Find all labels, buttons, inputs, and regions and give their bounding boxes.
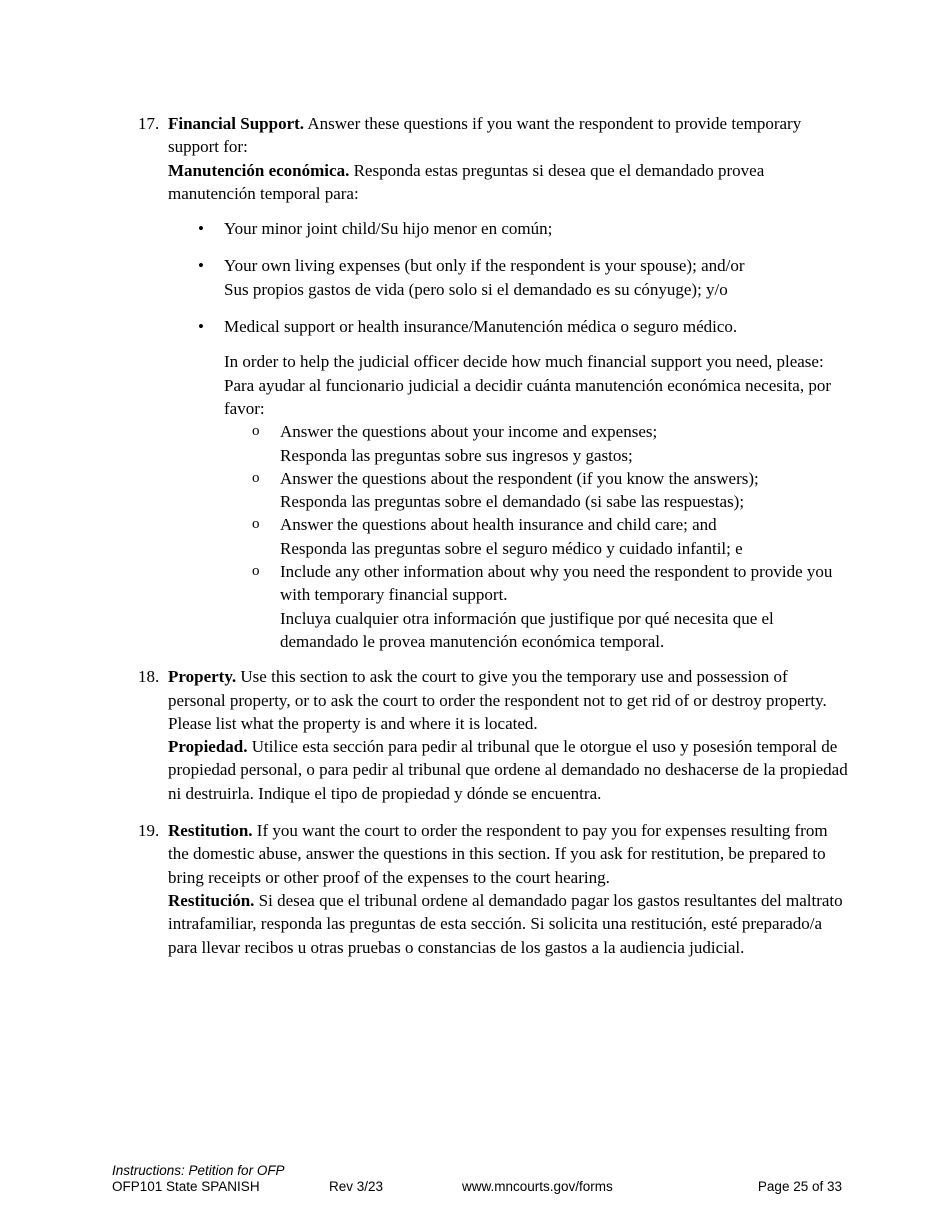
circle-bullet-icon: o — [252, 516, 260, 533]
section-heading-en: Financial Support. — [168, 114, 305, 133]
page-footer — [112, 1163, 842, 1195]
list-item: • Your minor joint child/Su hijo menor en común; — [168, 217, 848, 240]
footer-meta — [112, 1179, 842, 1195]
footer-title: Instructions: Petition for OFP — [112, 1163, 285, 1178]
help-text: In order to help the judicial officer decide how much financial support you need, please: Para ayudar al funcionario judicial a decidir cuánta manutención económica necesita, por favor: — [224, 352, 832, 418]
circle-bullet-icon: o — [252, 423, 260, 440]
section-text-en: Restitution. If you want the court to order the respondent to pay you for expenses resulting from the domestic abuse, answer the questions in this section. If you ask for restitution, be prepared to bring receipts or other proof of the expenses to the court hearing. — [168, 821, 828, 887]
footer-url: www.mncourts.gov/forms — [462, 1179, 613, 1194]
instructions-content — [0, 112, 950, 959]
section-text-es: Propiedad. Utilice esta sección para pedir al tribunal que le otorgue el uso y posesión temporal de propiedad personal, o para pedir al tribunal que ordene al demandado no deshacerse de la propiedad ni destruirla. Indique el tipo de propiedad y dónde se encuentra. — [168, 737, 848, 803]
section-heading-es: Restitución. — [168, 890, 255, 910]
section-number: 18. — [138, 667, 160, 687]
section-property — [0, 665, 848, 805]
section-restitution — [0, 819, 848, 959]
list-item: • Medical support or health insurance/Manutención médica o seguro médico. — [168, 315, 848, 338]
bullet-icon: • — [198, 219, 204, 239]
list-item: o Answer the questions about your income and expenses; Responda las preguntas sobre sus ingresos y gastos; — [252, 422, 658, 465]
section-text-es: Manutención económica. Responda estas preguntas si desea que el demandado provea manutención temporal para: — [168, 160, 765, 203]
section-heading-es: Propiedad. — [168, 737, 248, 757]
circle-bullet-icon: o — [252, 563, 260, 580]
support-type-list — [168, 217, 848, 338]
section-text-en: Property. Use this section to ask the court to give you the temporary use and possession of personal property, or to ask the court to order the respondent not to get rid of or destroy property. Please list what the property is and where it is located. — [168, 667, 827, 733]
bullet-icon: • — [198, 317, 204, 337]
section-financial-support — [0, 112, 848, 653]
footer-page-number: Page 25 of 33 — [757, 1179, 842, 1194]
section-heading-es: Manutención económica. — [168, 160, 350, 180]
section-number: 19. — [138, 821, 160, 841]
footer-revision: Rev 3/23 — [329, 1179, 384, 1194]
section-number: 17. — [138, 114, 160, 133]
help-steps-list — [168, 420, 848, 653]
footer-form-code: OFP101 State SPANISH — [112, 1179, 260, 1194]
section-heading-en: Restitution. — [168, 821, 253, 841]
circle-bullet-icon: o — [252, 469, 260, 486]
bullet-icon: • — [198, 256, 204, 276]
list-item: o Answer the questions about the respondent (if you know the answers); Responda las preguntas sobre el demandado (si sabe las respuestas); — [252, 468, 759, 512]
section-text-en: Financial Support. Answer these questions if you want the respondent to provide temporary support for: — [168, 114, 802, 157]
list-item: • Your own living expenses (but only if the respondent is your spouse); and/or Sus propios gastos de vida (pero solo si el demandado es su cónyuge); y/o — [198, 256, 745, 299]
section-text-es: Restitución. Si desea que el tribunal ordene al demandado pagar los gastos resultantes del maltrato intrafamiliar, responda las preguntas de esta sección. Si solicita una restitución, esté preparado/a para llevar recibos u otras pruebas o constancias de los gastos a la audiencia judicial. — [168, 890, 843, 957]
list-item: o Include any other information about why you need the respondent to provide you with temporary financial support. Incluya cualquier otra información que justifique por qué necesita que el demandado le provea manutención económica temporal. — [252, 562, 833, 651]
section-heading-en: Property. — [168, 667, 237, 687]
list-item: o Answer the questions about health insurance and child care; and Responda las preguntas sobre el seguro médico y cuidado infantil; e — [252, 515, 743, 558]
